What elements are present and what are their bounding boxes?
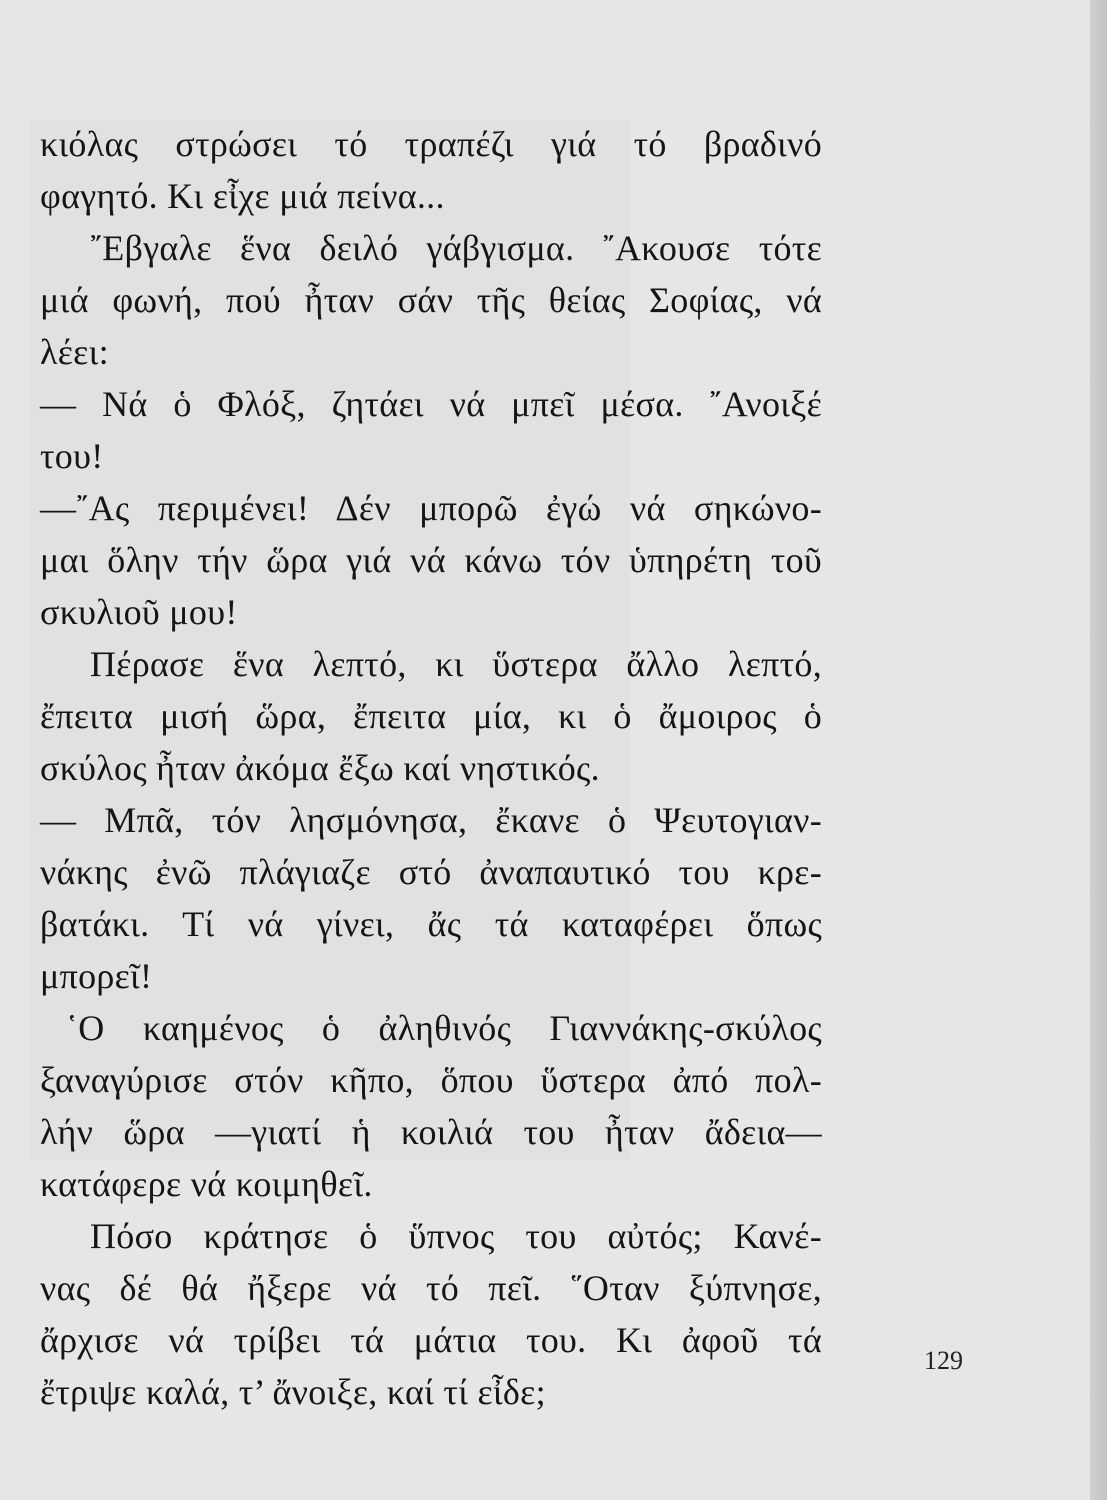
text-line: ἔπειτα μισή ὥρα, ἔπειτα μία, κι ὁ ἄμοιρος ὁ <box>40 696 822 736</box>
text-line: λέει: <box>40 332 109 372</box>
text-line: Πόσο κράτησε ὁ ὕπνος του αὐτός; Κανέ- <box>90 1216 822 1256</box>
text-line: ἄρχισε νά τρίβει τά μάτια του. Κι ἀφοῦ τά <box>40 1320 822 1360</box>
text-line: μαι ὅλην τήν ὥρα γιά νά κάνω τόν ὑπηρέτη τοῦ <box>40 540 822 580</box>
text-line: ῎Εβγαλε ἕνα δειλό γάβγισμα. ῎Ακουσε τότε <box>90 228 822 268</box>
text-line: ἔτριψε καλά, τ’ ἄνοιξε, καί τί εἶδε; <box>40 1372 546 1412</box>
text-line: νάκης ἐνῶ πλάγιαζε στό ἀναπαυτικό του κρε- <box>40 852 822 892</box>
text-line: σκυλιοῦ μου! <box>40 592 238 632</box>
text-line: κατάφερε νά κοιμηθεῖ. <box>40 1164 373 1204</box>
text-line: σκύλος ἦταν ἀκόμα ἔξω καί νηστικός. <box>40 748 600 788</box>
text-line: νας δέ θά ἤξερε νά τό πεῖ. ῞Οταν ξύπνησε, <box>40 1268 822 1308</box>
text-line: λήν ὥρα —γιατί ἡ κοιλιά του ἦταν ἄδεια— <box>40 1112 822 1152</box>
text-line: του! <box>40 436 104 476</box>
text-line: — Μπᾶ, τόν λησμόνησα, ἔκανε ὁ Ψευτογιαν- <box>40 800 822 840</box>
text-line: βατάκι. Τί νά γίνει, ἄς τά καταφέρει ὅπως <box>40 904 822 944</box>
text-line: — Νά ὁ Φλόξ, ζητάει νά μπεῖ μέσα. ῎Ανοιξέ <box>40 384 822 424</box>
text-line: μιά φωνή, πού ἦταν σάν τῆς θείας Σοφίας, νά <box>40 280 822 320</box>
page-number: 129 <box>924 1346 963 1375</box>
text-line: μπορεῖ! <box>40 956 153 996</box>
text-line: Πέρασε ἕνα λεπτό, κι ὕστερα ἄλλο λεπτό, <box>90 644 822 684</box>
text-line: κιόλας στρώσει τό τραπέζι γιά τό βραδινό <box>40 124 822 164</box>
text-line: —῎Ας περιμένει! Δέν μπορῶ ἐγώ νά σηκώνο- <box>40 488 822 528</box>
body-text <box>40 118 822 1418</box>
text-line: φαγητό. Κι εἶχε μιά πείνα... <box>40 176 445 216</box>
text-line: ξαναγύρισε στόν κῆπο, ὅπου ὕστερα ἀπό πολ- <box>40 1060 822 1100</box>
text-line: ῾Ο καημένος ὁ ἀληθινός Γιαννάκης-σκύλος <box>66 1008 822 1048</box>
page-edge <box>1090 0 1107 1500</box>
